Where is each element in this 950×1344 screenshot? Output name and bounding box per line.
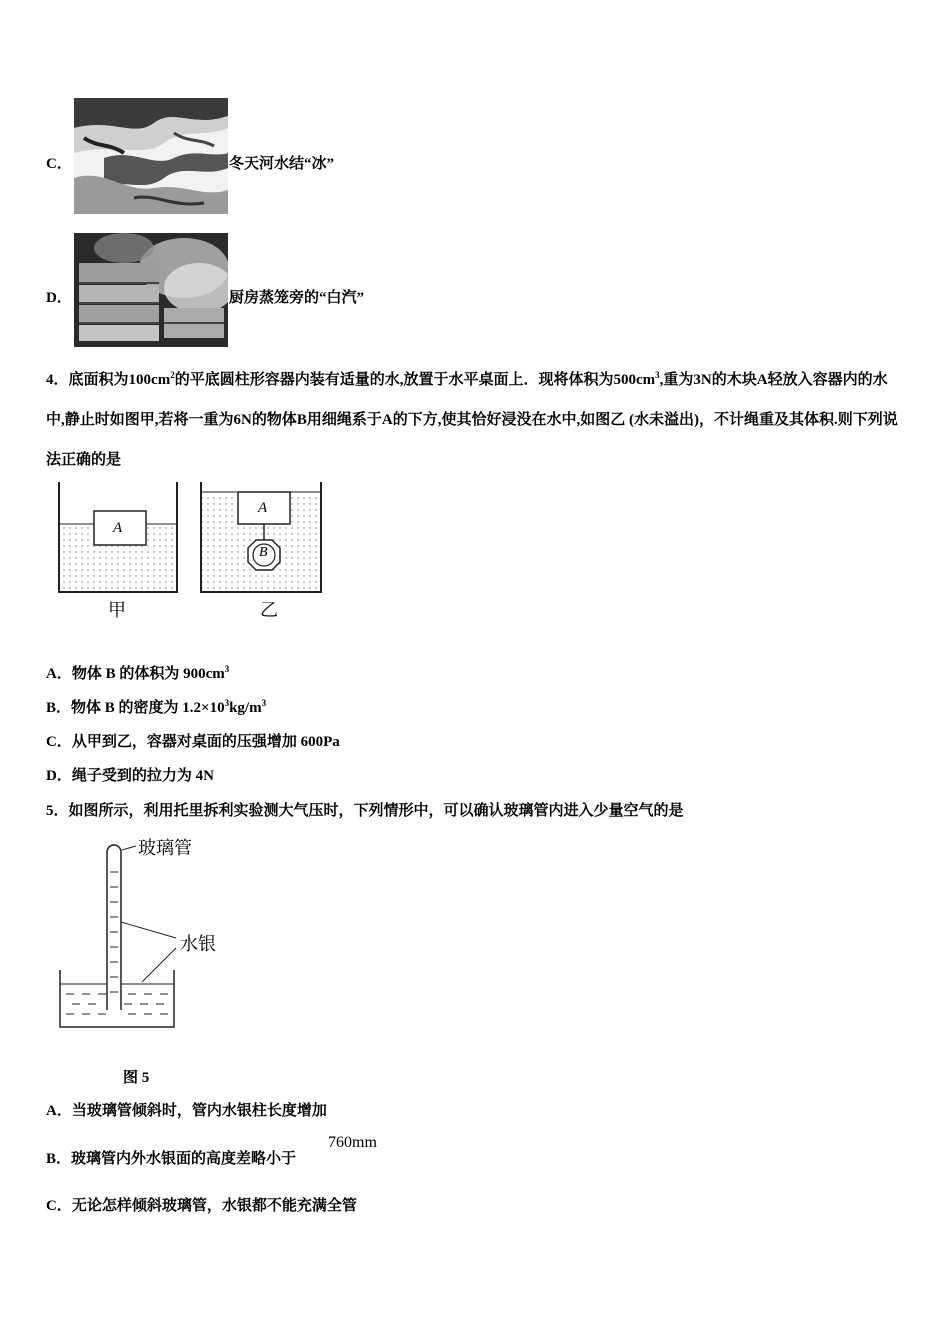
block-b-label: B	[259, 545, 268, 560]
q4-option-b-tail-sup: 3	[261, 698, 267, 708]
question-4-number: 4．	[46, 372, 69, 388]
frozen-river-photo-icon	[74, 98, 228, 214]
q5-option-c-letter: C．	[46, 1198, 72, 1214]
q4-volume: 500cm	[613, 372, 656, 388]
block-a-label-yi: A	[258, 500, 268, 516]
q5-option-a	[46, 1099, 327, 1120]
q4-option-a-sup: 3	[224, 664, 230, 674]
label-jia: 甲	[108, 600, 126, 621]
question-4-stem	[46, 360, 906, 480]
q4-option-b-tail: kg/m	[229, 700, 262, 716]
q4-block-a: A	[756, 372, 768, 388]
block-a-label-jia: A	[113, 520, 123, 536]
question-5-stem	[46, 799, 684, 820]
q4-text-2: 的平底圆柱形容器内装有适量的水,放置于水平桌面上．现将体积为	[174, 372, 614, 388]
label-yi: 乙	[260, 600, 278, 621]
q5-option-c	[46, 1194, 357, 1215]
q5-option-a-text: 当玻璃管倾斜时，管内水银柱长度增加	[71, 1103, 327, 1119]
container-diagram	[50, 478, 340, 623]
q4-volume-exp: 3	[655, 370, 660, 380]
q4-option-b-text: 物体 B 的密度为 1.2×10	[71, 700, 225, 716]
q4-option-c-text: 从甲到乙，容器对桌面的压强增加 600Pa	[71, 734, 340, 750]
option-c-caption: 冬天河水结“冰”	[229, 156, 335, 172]
q4-option-a	[46, 662, 229, 683]
q4-option-a-text: 物体 B 的体积为 900cm	[71, 666, 225, 682]
steamer-steam-photo-icon	[74, 233, 228, 347]
q4-option-d-text: 绳子受到的拉力为 4N	[71, 768, 214, 784]
q4-text-3: ,重为	[659, 372, 694, 388]
q4-option-b-letter: B．	[46, 700, 72, 716]
q5-option-b-letter: B．	[46, 1151, 72, 1167]
q4-text-7: 用细绳系于	[306, 412, 382, 428]
q5-option-b-text: 玻璃管内外水银面的高度差略小于	[71, 1151, 297, 1167]
container-yi	[201, 482, 321, 592]
q4-area: 100cm	[128, 372, 171, 388]
q4-weight-b: 6N	[233, 412, 252, 428]
q4-area-exp: 2	[170, 370, 175, 380]
q5-option-a-letter: A．	[46, 1103, 72, 1119]
q5-option-c-text: 无论怎样倾斜玻璃管，水银都不能充满全管	[71, 1198, 357, 1214]
q4-block-b: B	[296, 412, 307, 428]
label-glass-tube: 玻璃管	[138, 838, 192, 859]
q4-text-8: 的下方,使其恰好浸没在水中,如图乙 (水未溢出)，不计绳重及其体积.则下列说法正确的是	[46, 412, 898, 468]
q4-option-c-letter: C．	[46, 734, 72, 750]
q4-text-5: 轻放入容器内的水中,静止时如图甲,若将一重为	[46, 372, 888, 428]
q4-option-d-letter: D．	[46, 768, 72, 784]
q4-block-a-2: A	[381, 412, 393, 428]
torricelli-diagram	[52, 832, 252, 1037]
label-mercury: 水银	[180, 934, 216, 955]
q4-option-a-letter: A．	[46, 666, 72, 682]
q4-text-6: 的物体	[251, 412, 297, 428]
option-d-letter: D．	[46, 290, 72, 306]
q4-option-d	[46, 764, 214, 785]
q4-option-b-sup: 3	[224, 698, 230, 708]
q4-option-c	[46, 730, 340, 751]
q4-text-1: 底面积为	[68, 372, 129, 388]
q4-text-4: 的木块	[711, 372, 757, 388]
question-5-number: 5．	[46, 803, 69, 819]
question-5-text: 如图所示，利用托里拆利实验测大气压时，下列情形中，可以确认玻璃管内进入少量空气的是	[68, 803, 684, 819]
q5-option-b	[46, 1147, 296, 1168]
q4-option-b	[46, 696, 266, 717]
option-c-letter: C．	[46, 156, 72, 172]
q5-option-b-value: 760mm	[328, 1134, 377, 1151]
option-d-caption: 厨房蒸笼旁的“白汽”	[229, 290, 365, 306]
figure-5-caption: 图 5	[123, 1070, 150, 1086]
container-jia	[59, 482, 177, 592]
q4-weight: 3N	[693, 372, 712, 388]
